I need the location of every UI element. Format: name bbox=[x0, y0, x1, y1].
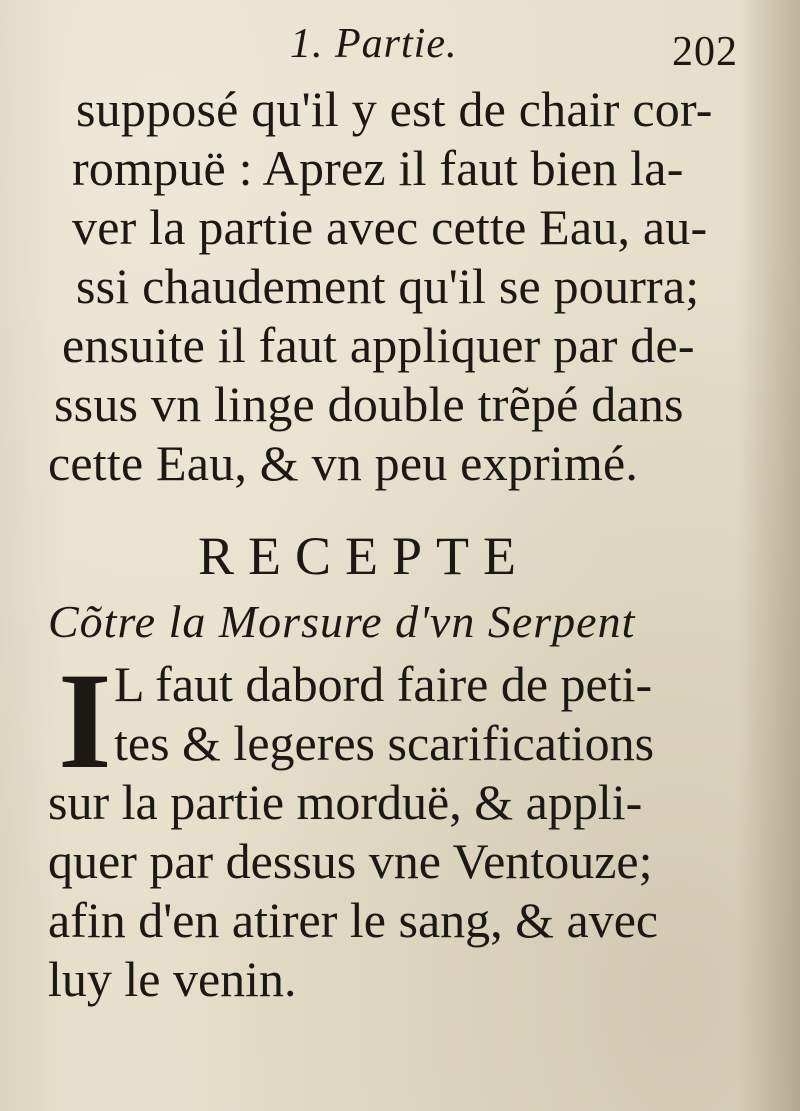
body-text bbox=[48, 80, 748, 493]
text-line: cette Eau, & vn peu exprimé. bbox=[48, 435, 639, 491]
page-number: 202 bbox=[672, 29, 738, 75]
page-header bbox=[0, 18, 800, 78]
text-line: afin d'en atirer le sang, & avec bbox=[48, 892, 659, 948]
text-line: rompuë : Aprez il faut bien la- bbox=[72, 140, 684, 196]
running-head: 1. Partie. bbox=[290, 21, 458, 67]
text-line: ssus vn linge double trẽpé dans bbox=[54, 376, 684, 432]
recipe-body bbox=[48, 644, 748, 1009]
text-line: luy le venin. bbox=[48, 951, 297, 1007]
text-line: quer par dessus vne Ventouze; bbox=[48, 833, 653, 889]
recipe-subheading: Cõtre la Morsure d'vn Serpent bbox=[48, 596, 636, 647]
text-line: ver la partie avec cette Eau, au- bbox=[72, 199, 708, 255]
page-gutter-shadow bbox=[740, 0, 800, 1111]
text-line: supposé qu'il y est de chair cor- bbox=[76, 81, 713, 137]
text-line: ssi chaudement qu'il se pourra; bbox=[76, 258, 700, 314]
text-line: ensuite il faut appliquer par de- bbox=[62, 317, 695, 373]
text-line: L faut dabord faire de peti- bbox=[114, 656, 653, 712]
recipe-heading: RECEPTE bbox=[198, 526, 531, 586]
text-line: sur la partie morduë, & appli- bbox=[48, 774, 643, 830]
text-line: tes & legeres scarifications bbox=[114, 715, 655, 771]
drop-cap: I bbox=[58, 644, 112, 797]
